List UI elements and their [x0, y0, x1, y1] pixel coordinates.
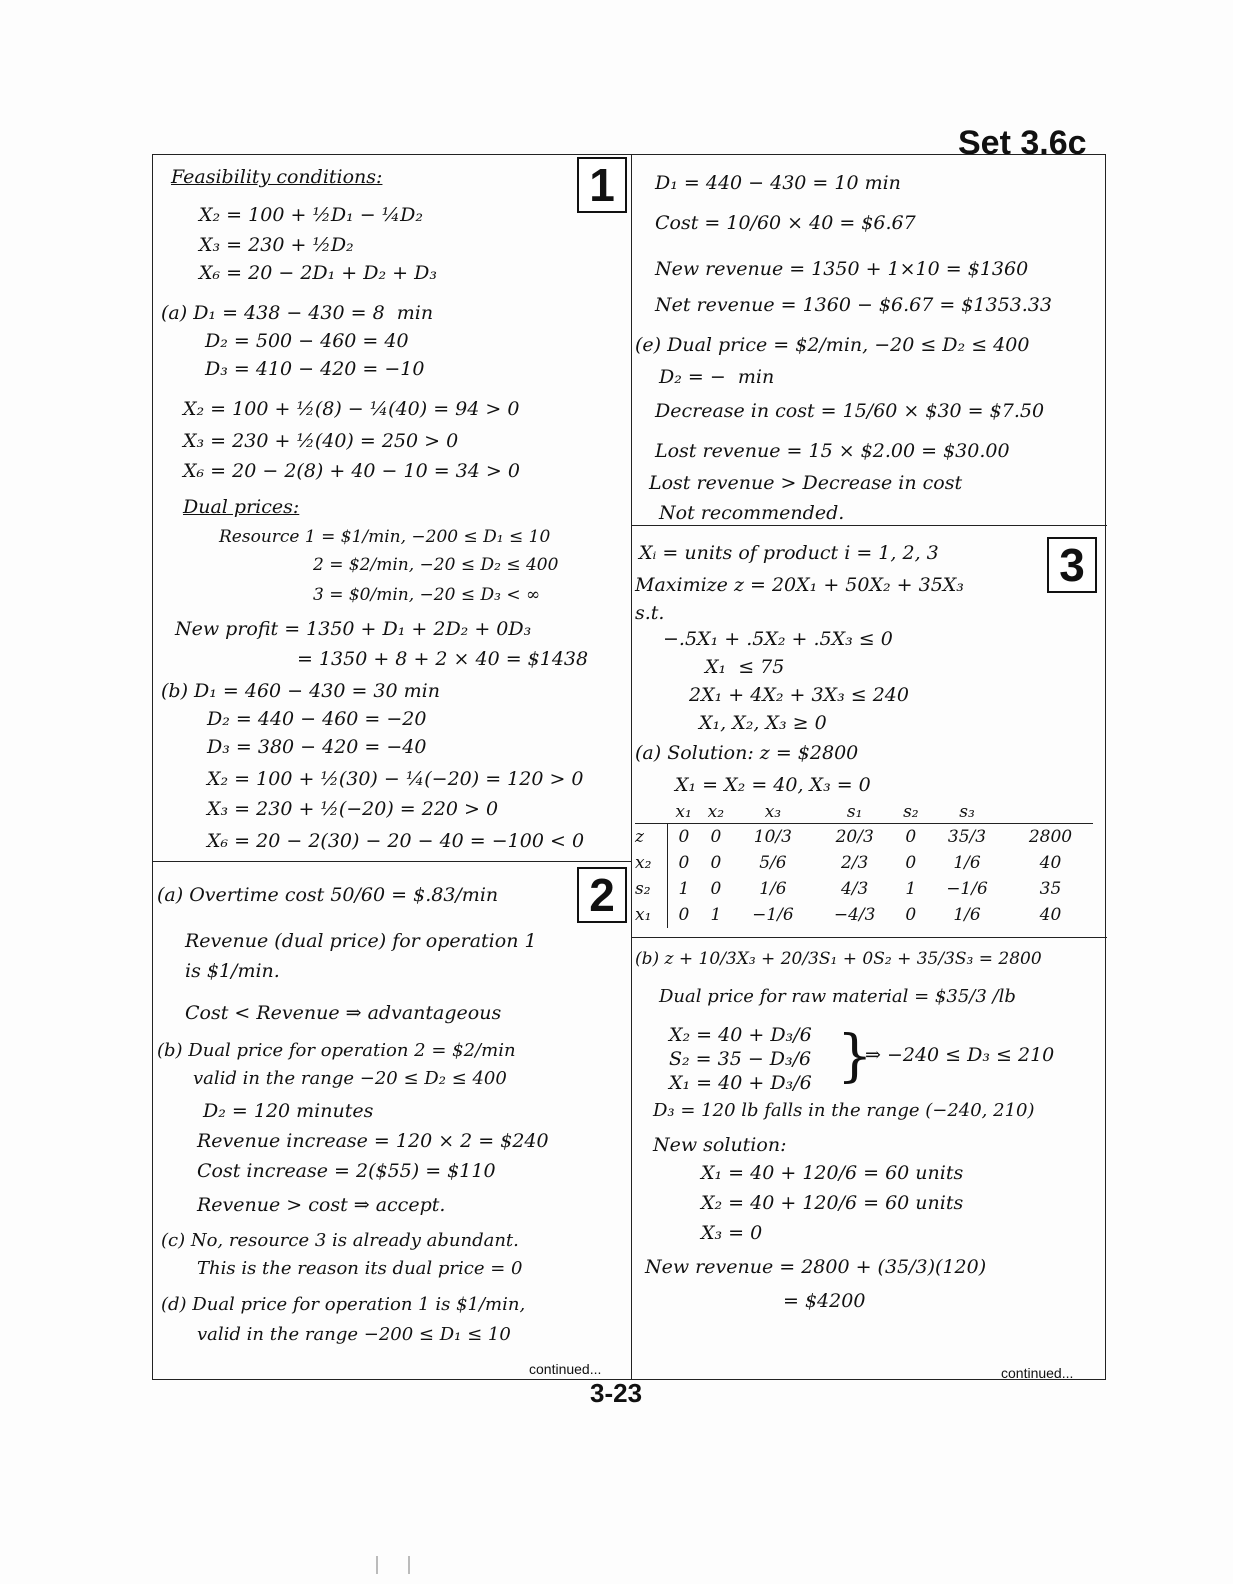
p3b-line: X₁ = 40 + D₃/6 — [669, 1072, 812, 1094]
p1-dual-prices-heading: Dual prices: — [183, 496, 300, 518]
p1-line: Resource 1 = $1/min, −200 ≤ D₁ ≤ 10 — [219, 527, 551, 547]
p2c-line: Cost = 10/60 × 40 = $6.67 — [655, 212, 916, 234]
p1-line: D₂ = 500 − 460 = 40 — [205, 330, 409, 352]
p1-line: X₂ = 100 + ½(30) − ¼(−20) = 120 > 0 — [207, 768, 584, 790]
simplex-tableau — [635, 801, 1093, 928]
tableau-col-header: x₂ — [700, 801, 732, 824]
set-title: Set 3.6c — [958, 124, 1087, 162]
p3b-line: X₃ = 0 — [701, 1222, 763, 1244]
p3b-line: Dual price for raw material = $35/3 /lb — [659, 986, 1016, 1007]
column-divider — [631, 155, 632, 1379]
tableau-cell: 1 — [678, 879, 690, 899]
tableau-cell: 1 — [905, 879, 917, 899]
p1-line: D₃ = 380 − 420 = −40 — [207, 736, 427, 758]
p3-line: s.t. — [635, 602, 665, 624]
page-number: 3-23 — [590, 1378, 643, 1408]
tableau-cell: 0 — [710, 853, 722, 873]
p1-line: X₃ = 230 + ½D₂ — [199, 234, 354, 256]
tableau-cell: 1/6 — [953, 853, 981, 873]
p3-line: 2X₁ + 4X₂ + 3X₃ ≤ 240 — [689, 684, 909, 706]
p3-line: X₁, X₂, X₃ ≥ 0 — [699, 712, 827, 734]
p1-line: X₆ = 20 − 2(8) + 40 − 10 = 34 > 0 — [183, 460, 520, 482]
p3b-line: X₁ = 40 + 120/6 = 60 units — [701, 1162, 964, 1184]
p1-feasibility-heading: Feasibility conditions: — [171, 166, 383, 188]
tableau-cell: 4/3 — [840, 879, 869, 899]
tableau-corner — [635, 801, 668, 824]
p2-line: (c) No, resource 3 is already abundant. — [161, 1230, 519, 1251]
p2-line: Revenue (dual price) for operation 1 — [185, 930, 537, 952]
tableau-cell: 0 — [905, 827, 917, 847]
p2-line: valid in the range −20 ≤ D₂ ≤ 400 — [193, 1068, 507, 1089]
p3b-line: New revenue = 2800 + (35/3)(120) — [645, 1256, 987, 1278]
tableau-cell: 0 — [905, 853, 917, 873]
p2c-line: D₂ = − min — [659, 366, 775, 388]
p2-line: Cost increase = 2($55) = $110 — [197, 1160, 496, 1182]
tableau-cell: 0 — [678, 853, 690, 873]
tableau-header-row — [635, 801, 1093, 824]
p3b-line: D₃ = 120 lb falls in the range (−240, 210) — [653, 1100, 1035, 1121]
tableau-col-header: s₁ — [814, 801, 896, 824]
p2c-line: Lost revenue = 15 × $2.00 = $30.00 — [655, 440, 1010, 462]
p1-line: X₃ = 230 + ½(40) = 250 > 0 — [183, 430, 459, 452]
tableau-row-label: z — [635, 824, 668, 851]
p1-line: 2 = $2/min, −20 ≤ D₂ ≤ 400 — [313, 555, 559, 575]
p1-line: X₆ = 20 − 2D₁ + D₂ + D₃ — [199, 262, 437, 284]
tableau-cell: −1/6 — [752, 905, 794, 925]
p2c-line: Not recommended. — [659, 502, 845, 524]
p1-line: New profit = 1350 + D₁ + 2D₂ + 0D₃ — [175, 618, 532, 640]
left-section-divider — [153, 861, 631, 862]
tableau-cell: 0 — [678, 905, 690, 925]
tableau-cell: 2/3 — [840, 853, 869, 873]
problem-badge-3: 3 — [1047, 537, 1097, 593]
tableau-cell: 1/6 — [759, 879, 787, 899]
p1-line: 3 = $0/min, −20 ≤ D₃ < ∞ — [313, 585, 541, 605]
scan-mark — [376, 1556, 378, 1574]
p3b-line: ⇒ −240 ≤ D₃ ≤ 210 — [865, 1044, 1055, 1066]
p2-line: D₂ = 120 minutes — [203, 1100, 374, 1122]
tableau-col-header — [1008, 801, 1093, 824]
p1-line: (b) D₁ = 460 − 430 = 30 min — [161, 680, 440, 702]
tableau-cell: −1/6 — [946, 879, 988, 899]
p2-line: (b) Dual price for operation 2 = $2/min — [157, 1040, 516, 1061]
tableau-cell: 5/6 — [759, 853, 787, 873]
tableau-row-label: s₂ — [635, 876, 668, 902]
p1-line: = 1350 + 8 + 2 × 40 = $1438 — [297, 648, 589, 670]
tableau-cell: 0 — [710, 879, 722, 899]
tableau-row-label: x₁ — [635, 902, 668, 928]
tableau-row — [635, 824, 1093, 851]
right-section-divider-2 — [631, 937, 1107, 938]
p2c-line: Lost revenue > Decrease in cost — [649, 472, 963, 494]
p3b-line: (b) z + 10/3X₃ + 20/3S₁ + 0S₂ + 35/3S₃ = 2800 — [635, 949, 1042, 969]
tableau-cell: 0 — [710, 827, 722, 847]
tableau-cell: −4/3 — [833, 905, 876, 925]
p1-line: D₃ = 410 − 420 = −10 — [205, 358, 425, 380]
p2c-line: D₁ = 440 − 430 = 10 min — [655, 172, 901, 194]
problem-badge-1: 1 — [577, 157, 627, 213]
p1-line: X₆ = 20 − 2(30) − 20 − 40 = −100 < 0 — [207, 830, 585, 852]
tableau-cell: 40 — [1039, 905, 1062, 925]
range-brace: } — [837, 1024, 873, 1089]
p1-line: X₂ = 100 + ½D₁ − ¼D₂ — [199, 204, 423, 226]
p2-line: Revenue > cost ⇒ accept. — [197, 1194, 446, 1216]
p2-line: is $1/min. — [185, 960, 280, 982]
p3b-line: New solution: — [653, 1134, 787, 1156]
solution-frame — [152, 154, 1106, 1380]
tableau-cell: 1/6 — [953, 905, 981, 925]
tableau-cell: 35/3 — [947, 827, 987, 847]
tableau-cell: 2800 — [1028, 827, 1073, 847]
p3b-line: = $4200 — [783, 1290, 866, 1312]
p3-line: Maximize z = 20X₁ + 50X₂ + 35X₃ — [635, 574, 964, 596]
p3b-line: X₂ = 40 + 120/6 = 60 units — [701, 1192, 964, 1214]
p2-line: This is the reason its dual price = 0 — [197, 1258, 523, 1279]
tableau-cell: 10/3 — [753, 827, 792, 847]
p2-line: (d) Dual price for operation 1 is $1/min, — [161, 1294, 526, 1315]
tableau-cell: 0 — [678, 827, 690, 847]
p3b-line: X₂ = 40 + D₃/6 — [669, 1024, 812, 1046]
tableau-cell: 35 — [1039, 879, 1062, 899]
p2c-line: New revenue = 1350 + 1×10 = $1360 — [655, 258, 1029, 280]
p3-line: X₁ = X₂ = 40, X₃ = 0 — [675, 774, 871, 796]
p1-line: X₂ = 100 + ½(8) − ¼(40) = 94 > 0 — [183, 398, 520, 420]
tableau-col-header: x₁ — [668, 801, 700, 824]
tableau-col-header: x₃ — [732, 801, 814, 824]
p2-line: Cost < Revenue ⇒ advantageous — [185, 1002, 502, 1024]
tableau-row-label: x₂ — [635, 850, 668, 876]
p3-line: Xᵢ = units of product i = 1, 2, 3 — [639, 542, 939, 564]
tableau-row — [635, 902, 1093, 928]
tableau-col-header: s₃ — [926, 801, 1008, 824]
p2-line: Revenue increase = 120 × 2 = $240 — [197, 1130, 549, 1152]
tableau-cell: 1 — [710, 905, 722, 925]
problem-badge-2: 2 — [577, 867, 627, 923]
p3b-line: S₂ = 35 − D₃/6 — [669, 1048, 812, 1070]
tableau-cell: 20/3 — [835, 827, 874, 847]
p3-line: −.5X₁ + .5X₂ + .5X₃ ≤ 0 — [663, 628, 893, 650]
tableau-cell: 0 — [905, 905, 917, 925]
right-section-divider-1 — [631, 525, 1107, 526]
p1-line: (a) D₁ = 438 − 430 = 8 min — [161, 302, 434, 324]
p3-line: X₁ ≤ 75 — [705, 656, 785, 678]
p2c-line: (e) Dual price = $2/min, −20 ≤ D₂ ≤ 400 — [635, 334, 1030, 356]
tableau-col-header: s₂ — [896, 801, 927, 824]
scan-mark — [408, 1556, 410, 1574]
p2c-line: Net revenue = 1360 − $6.67 = $1353.33 — [655, 294, 1052, 316]
p2-line: (a) Overtime cost 50/60 = $.83/min — [157, 884, 499, 906]
p2-line: valid in the range −200 ≤ D₁ ≤ 10 — [197, 1324, 511, 1345]
p1-line: D₂ = 440 − 460 = −20 — [207, 708, 427, 730]
tableau-row — [635, 876, 1093, 902]
continued-note-right: continued... — [1001, 1365, 1074, 1381]
continued-note-left: continued... — [529, 1361, 602, 1377]
tableau-row — [635, 850, 1093, 876]
tableau-cell: 40 — [1039, 853, 1062, 873]
p1-line: X₃ = 230 + ½(−20) = 220 > 0 — [207, 798, 499, 820]
p3-line: (a) Solution: z = $2800 — [635, 742, 859, 764]
p2c-line: Decrease in cost = 15/60 × $30 = $7.50 — [655, 400, 1045, 422]
